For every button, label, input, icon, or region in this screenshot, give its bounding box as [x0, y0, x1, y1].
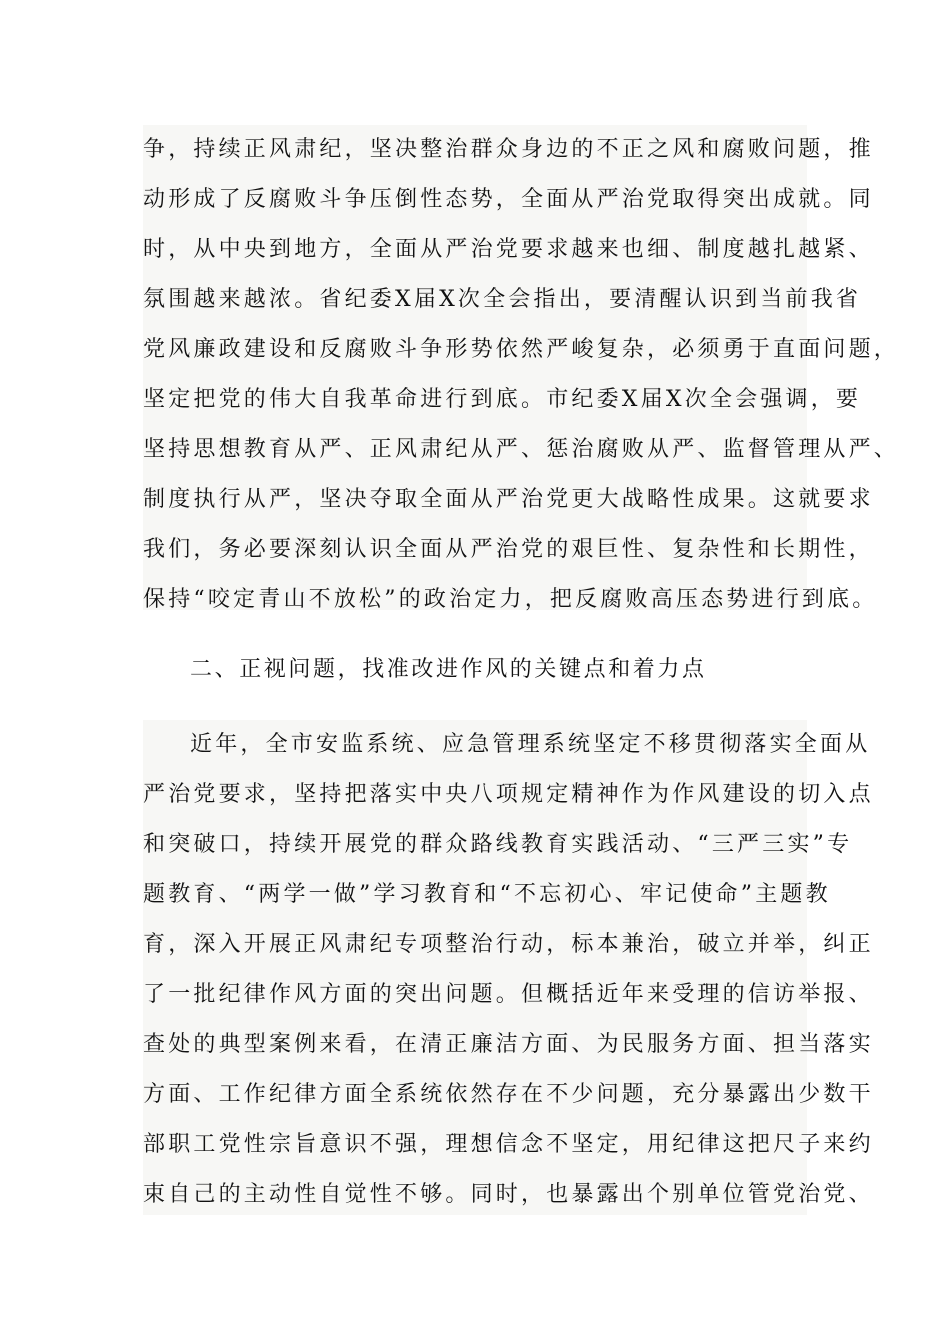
- section-heading: 二、正视问题，找准改进作风的关键点和着力点: [190, 657, 707, 682]
- paragraph-line: 坚持思想教育从严、正风肃纪从严、惩治腐败从严、监督管理从严、: [143, 437, 900, 462]
- paragraph-line: 了一批纪律作风方面的突出问题。但概括近年来受理的信访举报、: [143, 982, 874, 1007]
- paragraph-line: 时，从中央到地方，全面从严治党要求越来也细、制度越扎越紧、: [143, 237, 874, 262]
- paragraph-line: 党风廉政建设和反腐败斗争形势依然严峻复杂，必须勇于直面问题，: [143, 337, 900, 362]
- paragraph-line: 氛围越来越浓。省纪委X届X次全会指出，要清醒认识到当前我省: [143, 287, 862, 312]
- paragraph-line: 育，深入开展正风肃纪专项整治行动，标本兼治，破立并举，纠正: [143, 932, 874, 957]
- paragraph-line: 动形成了反腐败斗争压倒性态势，全面从严治党取得突出成就。同: [143, 187, 874, 212]
- paragraph-line: 题教育、“两学一做”学习教育和“不忘初心、牢记使命”主题教: [143, 882, 831, 907]
- paragraph-line: 近年，全市安监系统、应急管理系统坚定不移贯彻落实全面从: [190, 732, 871, 757]
- paragraph-line: 查处的典型案例来看，在清正廉洁方面、为民服务方面、担当落实: [143, 1032, 874, 1057]
- paragraph-line: 部职工党性宗旨意识不强，理想信念不坚定，用纪律这把尺子来约: [143, 1132, 874, 1157]
- paragraph-line: 制度执行从严，坚决夺取全面从严治党更大战略性成果。这就要求: [143, 487, 874, 512]
- paragraph-line: 方面、工作纪律方面全系统依然存在不少问题，充分暴露出少数干: [143, 1082, 874, 1107]
- paragraph-line: 和突破口，持续开展党的群众路线教育实践活动、“三严三实”专: [143, 832, 853, 857]
- paragraph-line: 保持“咬定青山不放松”的政治定力，把反腐败高压态势进行到底。: [143, 587, 878, 612]
- paragraph-line: 束自己的主动性自觉性不够。同时，也暴露出个别单位管党治党、: [143, 1182, 874, 1207]
- paragraph-line: 坚定把党的伟大自我革命进行到底。市纪委X届X次全会强调，要: [143, 387, 862, 412]
- paragraph-line: 严治党要求，坚持把落实中央八项规定精神作为作风建设的切入点: [143, 782, 874, 807]
- paragraph-line: 我们，务必要深刻认识全面从严治党的艰巨性、复杂性和长期性，: [143, 537, 874, 562]
- paragraph-line: 争，持续正风肃纪，坚决整治群众身边的不正之风和腐败问题，推: [143, 137, 874, 162]
